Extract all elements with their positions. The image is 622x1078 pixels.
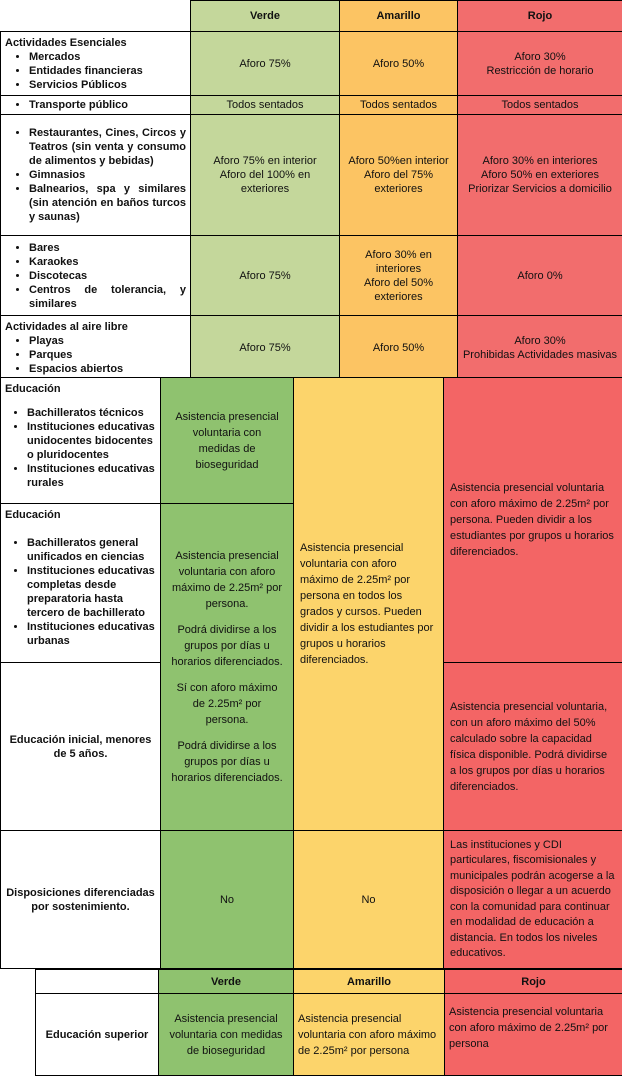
list-item: • Restaurantes, Cines, Circos y Teatros (sin venta y consumo de alimentos y bebidas) (29, 126, 186, 168)
header-rojo: Rojo (458, 1, 622, 32)
cell-verde: Aforo 75% en interior Aforo del 100% en exteriores (191, 115, 340, 236)
table-row (1, 96, 622, 115)
category-title: Educación (5, 383, 61, 395)
table-row (1, 316, 622, 380)
list-item: • Centros de tolerancia, y similares (29, 283, 186, 311)
edu-amarillo-merged: Asistencia presencial voluntaria con aforo máximo de 2.25m² por persona en todos los grados y cursos. Pueden dividir a los estudiantes por grupos u horarios diferenciados. (294, 378, 444, 831)
header-amarillo: Amarillo (294, 970, 445, 994)
education-table (0, 377, 622, 969)
cell-rojo: Todos sentados (458, 96, 622, 115)
cell-verde: Aforo 75% (191, 316, 340, 380)
edu-block2-category (1, 504, 161, 663)
cell-verde: Todos sentados (191, 96, 340, 115)
disp-verde: No (161, 831, 294, 969)
list-item: • Parques (29, 348, 186, 362)
list-item: • Bares (29, 241, 186, 255)
cell-amarillo: Todos sentados (340, 96, 458, 115)
list-item: • Instituciones educativas urbanas (27, 620, 156, 648)
list-item: • Entidades financieras (29, 64, 186, 78)
list-item: • Karaokes (29, 255, 186, 269)
list-item: • Balnearios, spa y similares (sin atención en baños turcos y saunas) (29, 182, 186, 224)
table-row (1, 831, 622, 969)
row-category (1, 32, 191, 96)
edu-block3-category: Educación inicial, menores de 5 años. (1, 663, 161, 831)
edu-verde-para: Asistencia presencial voluntaria con aforo máximo de 2.25m² por persona. (171, 550, 283, 610)
list-item: • Instituciones educativas rurales (27, 462, 156, 490)
edu-block1-category (1, 378, 161, 504)
row-category (1, 115, 191, 236)
superior-table (35, 969, 622, 1076)
edu-rojo-b: Asistencia presencial voluntaria, con un aforo máximo del 50% calculado sobre la capacidad física disponible. Podrá dividirse a los grupos por días u horarios diferenciados. (444, 663, 622, 831)
table-row (1, 32, 622, 96)
list-item: • Mercados (29, 50, 186, 64)
list-item: • Instituciones educativas unidocentes bidocentes o pluridocentes (27, 420, 156, 462)
header-rojo: Rojo (445, 970, 622, 994)
row-category (1, 96, 191, 115)
cell-rojo: Aforo 30% Restricción de horario (458, 32, 622, 96)
activities-table (0, 0, 622, 380)
header-verde: Verde (191, 1, 340, 32)
list-item: • Bachilleratos técnicos (27, 406, 156, 420)
disp-amarillo: No (294, 831, 444, 969)
edu-rojo-a: Asistencia presencial voluntaria con aforo máximo de 2.25m² por persona. Pueden dividir a los estudiantes por grupos u horarios diferenciados. (444, 378, 622, 663)
list-item: • Instituciones educativas completas desde preparatoria hasta tercero de bachillerato (27, 564, 156, 620)
cell-verde: Aforo 75% (191, 32, 340, 96)
cell-rojo: Aforo 30% en interiores Aforo 50% en exteriores Priorizar Servicios a domicilio (458, 115, 622, 236)
category-title: Educación (5, 509, 61, 521)
table-row (1, 378, 622, 504)
header-row (1, 1, 622, 32)
edu-verde-para: Sí con aforo máximo de 2.25m² por persona. (176, 682, 278, 726)
list-item: • Playas (29, 334, 186, 348)
category-title: Actividades al aire libre (5, 320, 128, 333)
list-item: • Servicios Públicos (29, 78, 186, 92)
header-verde: Verde (159, 970, 294, 994)
edu-verde-para: Podrá dividirse a los grupos por días u horarios diferenciados. (171, 740, 283, 784)
table-row (1, 236, 622, 316)
header-row (36, 970, 622, 994)
cell-amarillo: Aforo 50% (340, 32, 458, 96)
header-blank (1, 1, 191, 32)
disp-rojo: Las instituciones y CDI particulares, fiscomisionales y municipales podrán acogerse a la disposición o llegar a un acuerdo con la comunidad para continuar en modalidad de educación a distancia. En todos los niveles educativos. (444, 831, 622, 969)
cell-amarillo: Aforo 50%en interior Aforo del 75% exteriores (340, 115, 458, 236)
superior-rojo: Asistencia presencial voluntaria con aforo máximo de 2.25m² por persona (445, 994, 622, 1076)
header-amarillo: Amarillo (340, 1, 458, 32)
cell-verde: Aforo 75% (191, 236, 340, 316)
cell-amarillo: Aforo 30% en interiores Aforo del 50% exteriores (340, 236, 458, 316)
cell-rojo: Aforo 30% Prohibidas Actividades masivas (458, 316, 622, 380)
disp-category: Disposiciones diferenciadas por sostenimiento. (1, 831, 161, 969)
row-category (1, 236, 191, 316)
table-row (1, 115, 622, 236)
cell-amarillo: Aforo 50% (340, 316, 458, 380)
cell-rojo: Aforo 0% (458, 236, 622, 316)
list-item: • Espacios abiertos (29, 362, 186, 376)
edu-block1-verde: Asistencia presencial voluntaria con medidas de bioseguridad (161, 378, 294, 504)
superior-amarillo: Asistencia presencial voluntaria con aforo máximo de 2.25m² por persona (294, 994, 445, 1076)
table-row (36, 994, 622, 1076)
list-item: • Gimnasios (29, 168, 186, 182)
list-item: • Bachilleratos general unificados en ciencias (27, 536, 156, 564)
edu-verde-merged (161, 504, 294, 831)
superior-verde: Asistencia presencial voluntaria con medidas de bioseguridad (159, 994, 294, 1076)
list-item: • Discotecas (29, 269, 186, 283)
list-item: • Transporte público (29, 98, 186, 112)
edu-verde-para: Podrá dividirse a los grupos por días u horarios diferenciados. (171, 624, 283, 668)
row-category (1, 316, 191, 380)
superior-category: Educación superior (36, 994, 159, 1076)
category-title: Actividades Esenciales (5, 36, 127, 49)
header-blank (36, 970, 159, 994)
